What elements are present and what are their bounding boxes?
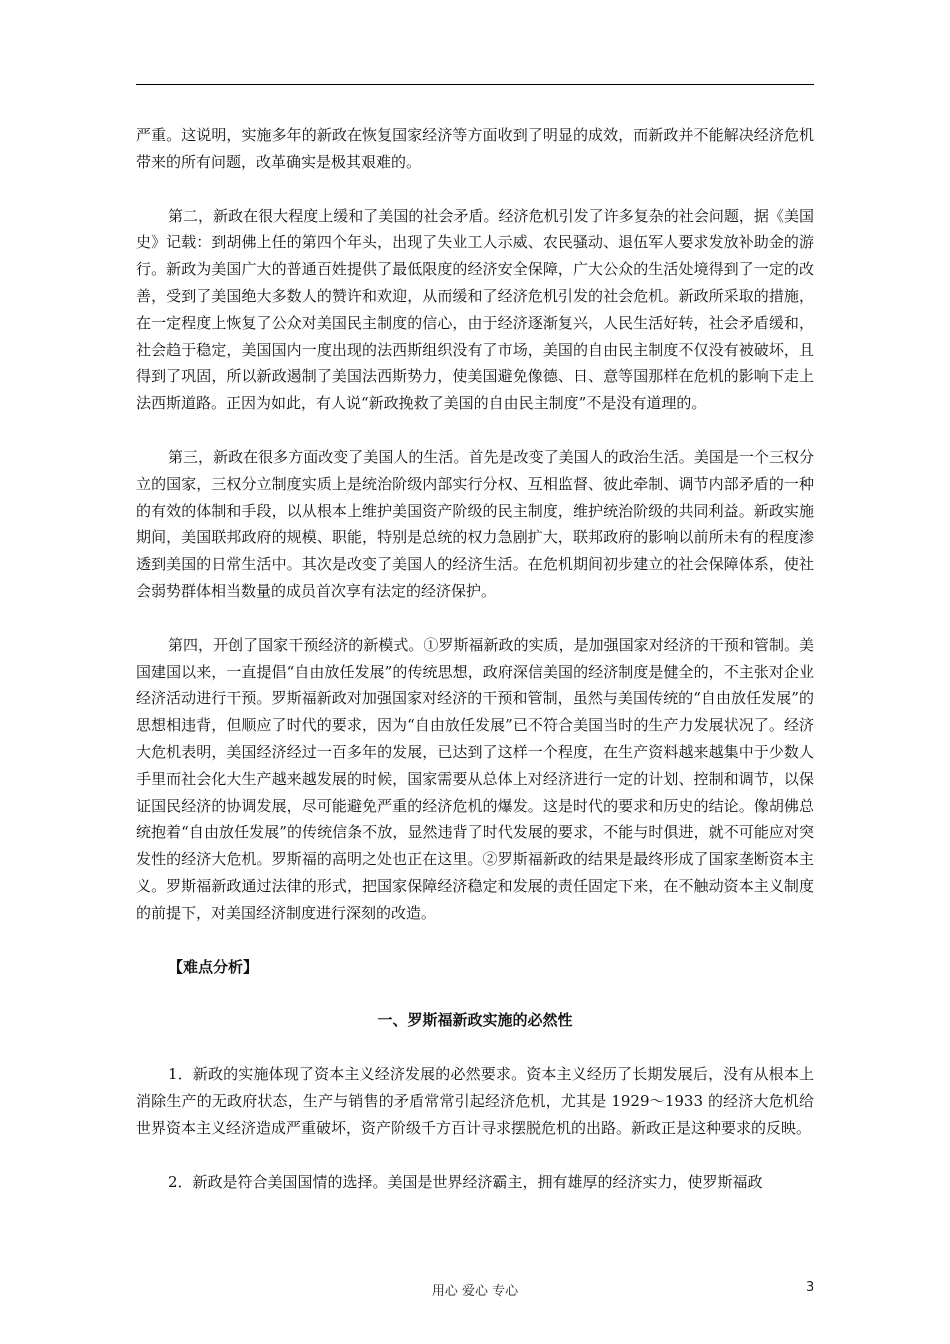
point-2: 2．新政是符合美国国情的选择。美国是世界经济霸主，拥有雄厚的经济实力，使罗斯福政	[168, 1172, 763, 1191]
page-number: 3	[806, 1280, 815, 1295]
paragraph-second: 第二，新政在很大程度上缓和了美国的社会矛盾。经济危机引发了许多复杂的社会问题，据《美国史》记载：到胡佛上任的第四个年头，出现了失业工人示威、农民骚动、退伍军人要求发放补助金的游行。新政为美国广大的普通百姓提供了最低限度的经济安全保障，广大公众的生活处境得到了一定的改善，受到了美国绝大多数人的赞许和欢迎，从而缓和了经济危机引发的社会危机。新政所采取的措施，在一定程度上恢复了公众对美国民主制度的信心，由于经济逐渐复兴，人民生活好转，社会矛盾缓和，社会趋于稳定，美国国内一度出现的法西斯组织没有了市场，美国的自由民主制度不仅没有被破坏，且得到了巩固，所以新政遏制了美国法西斯势力，使美国避免像德、日、意等国那样在危机的影响下走上法西斯道路。正因为如此，有人说“新政挽救了美国的自由民主制度”不是没有道理的。	[136, 206, 814, 413]
header-rule	[136, 84, 814, 85]
footer-text: 用心 爱心 专心	[431, 1284, 519, 1299]
section-title: 一、罗斯福新政实施的必然性	[377, 1011, 573, 1030]
document-body	[136, 122, 814, 1195]
paragraph-third: 第三，新政在很多方面改变了美国人的生活。首先是改变了美国人的政治生活。美国是一个三权分立的国家，三权分立制度实质上是统治阶级内部实行分权、互相监督、彼此牵制、调节内部矛盾的一种的有效的体制和手段，以从根本上维护美国资产阶级的民主制度，维护统治阶级的共同利益。新政实施期间，美国联邦政府的规模、职能，特别是总统的权力急剧扩大，联邦政府的影响以前所未有的程度渗透到美国的日常生活中。其次是改变了美国人的经济生活。在危机期间初步建立的社会保障体系，使社会弱势群体相当数量的成员首次享有法定的经济保护。	[136, 447, 814, 600]
paragraph-continuation: 严重。这说明，实施多年的新政在恢复国家经济等方面收到了明显的成效，而新政并不能解决经济危机带来的所有问题，改革确实是极其艰难的。	[136, 126, 814, 171]
paragraph-fourth: 第四，开创了国家干预经济的新模式。①罗斯福新政的实质，是加强国家对经济的干预和管制。美国建国以来，一直提倡“自由放任发展”的传统思想，政府深信美国的经济制度是健全的，不主张对企业经济活动进行干预。罗斯福新政对加强国家对经济的干预和管制，虽然与美国传统的“自由放任发展”的思想相违背，但顺应了时代的要求，因为“自由放任发展”已不符合美国当时的生产力发展状况了。经济大危机表明，美国经济经过一百多年的发展，已达到了这样一个程度，在生产资料越来越集中于少数人手里而社会化大生产越来越发展的时候，国家需要从总体上对经济进行一定的计划、控制和调节，以保证国民经济的协调发展，尽可能避免严重的经济危机的爆发。这是时代的要求和历史的结论。像胡佛总统抱着“自由放任发展”的传统信条不放，显然违背了时代发展的要求，不能与时俱进，就不可能应对突发性的经济大危机。罗斯福的高明之处也正在这里。②罗斯福新政的结果是最终形成了国家垄断资本主义。罗斯福新政通过法律的形式，把国家保障经济稳定和发展的责任固定下来，在不触动资本主义制度的前提下，对美国经济制度进行深刻的改造。	[136, 635, 814, 922]
section-label: 【难点分析】	[168, 957, 259, 976]
point-1: 1．新政的实施体现了资本主义经济发展的必然要求。资本主义经历了长期发展后，没有从根本上消除生产的无政府状态，生产与销售的矛盾常常引起经济危机，尤其是 1929～1933 的经济大危机给世界资本主义经济造成严重破坏，资产阶级千方百计寻求摆脱危机的出路。新政正是这种要求的反映。	[136, 1065, 814, 1137]
